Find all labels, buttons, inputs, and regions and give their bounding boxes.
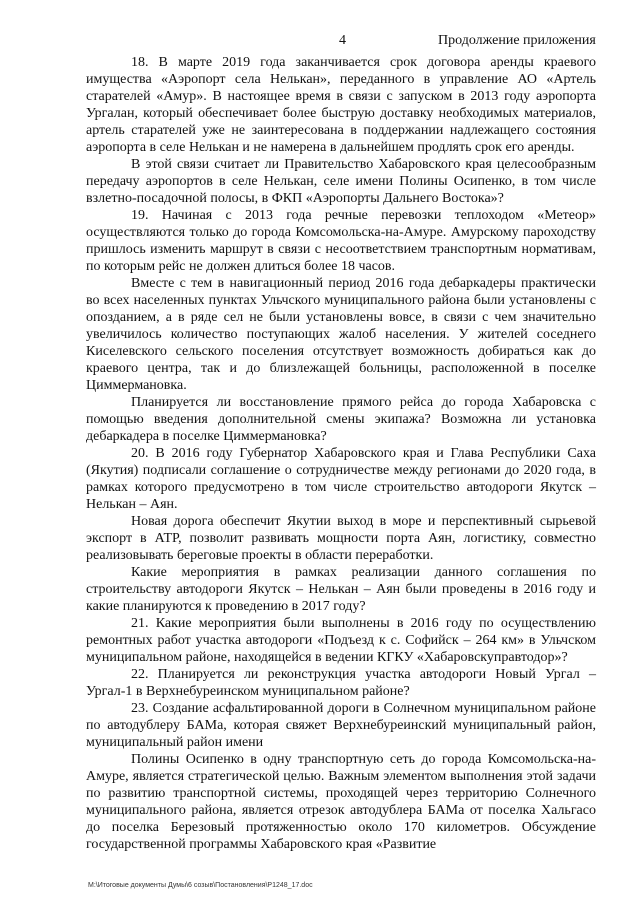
paragraph-question-19-ask: Планируется ли восстановление прямого рейса до города Хабаровска с помощью введения дополнительной смены экипажа? Возможна ли установка дебаркадера в поселке Циммермановка? [86,395,596,444]
paragraph-question-20: 20. В 2016 году Губернатор Хабаровского края и Глава Республики Саха (Якутия) подписали соглашение о сотрудничестве между регионами до 2020 года, в рамках которого предусмотрено в том числе строительство автодороги Якутск – Нелькан – Аян. [86,446,596,512]
paragraph-question-20-ask: Какие мероприятия в рамках реализации данного соглашения по строительству автодороги Якутск – Нелькан – Аян были проведены в 2016 году и какие планируются к проведению в 2017 году? [86,565,596,614]
paragraph-question-23-continued: Полины Осипенко в одну транспортную сеть до города Комсомольска-на-Амуре, является стратегической целью. Важным элементом выполнения этой задачи по развитию транспортной системы, проходящей через территорию Солнечного муниципального района, является отрезок автодублера БАМа от поселка Хальгасо до поселка Березовый протяженностью около 170 километров. Обсуждение государственной программы Хабаровского края «Развитие [86,752,596,852]
paragraph-question-19-context: Вместе с тем в навигационный период 2016 года дебаркадеры практически во всех населенных пунктах Ульчского муниципального района были установлены с опозданием, а в ряде сел не были установлены вовсе, в связи с чем значительно увеличилось количество поступающих жалоб населения. У жителей соседнего Киселевского сельского поселения отсутствует возможность добираться как до краевого центра, так и до близлежащей больницы, расположенной в поселке Циммермановка. [86,276,596,393]
footer-file-path: M:\Итоговые документы Думы\6 созыв\Постановления\P1248_17.doc [88,882,313,889]
paragraph-question-21: 21. Какие мероприятия были выполнены в 2016 году по осуществлению ремонтных работ участка автодороги «Подъезд к с. Софийск – 264 км» в Ульчском муниципальном районе, находящейся в ведении КГКУ «Хабаровскуправтодор»? [86,616,596,665]
paragraph-question-23: 23. Создание асфальтированной дороги в Солнечном муниципальном районе по автодублеру БАМа, которая свяжет Верхнебуреинский муниципальный район, муниципальный район имени [86,701,596,750]
paragraph-question-18-ask: В этой связи считает ли Правительство Хабаровского края целесообразным передачу аэропортов в селе Нелькан, селе имени Полины Осипенко, в том числе взлетно-посадочной полосы, в ФКП «Аэропорты Дальнего Востока»? [86,157,596,206]
paragraph-question-22: 22. Планируется ли реконструкция участка автодороги Новый Ургал – Ургал-1 в Верхнебуреинском муниципальном районе? [86,667,596,699]
page-number: 4 [339,33,346,48]
paragraph-question-18: 18. В марте 2019 года заканчивается срок договора аренды краевого имущества «Аэропорт села Нелькан», переданного в управление АО «Артель старателей «Амур». В настоящее время в связи с запуском в 2013 году аэропорта Ургалан, который обеспечивает более быструю доставку необходимых материалов, артель старателей уже не заинтересована в поддержании надлежащего состояния аэропорта в селе Нелькан и не намерена в дальнейшем продлять срок его аренды. [86,55,596,155]
paragraph-question-20-context: Новая дорога обеспечит Якутии выход в море и перспективный сырьевой экспорт в АТР, позволит развивать мощности порта Аян, логистику, совместно реализовывать береговые проекты в области переработки. [86,514,596,563]
paragraph-question-19: 19. Начиная с 2013 года речные перевозки теплоходом «Метеор» осуществляются только до города Комсомольска-на-Амуре. Амурскому пароходству пришлось изменить маршрут в связи с несоответствием транспортным нормативам, по которым рейс не должен длиться более 18 часов. [86,208,596,274]
page-header-title: Продолжение приложения [438,33,596,48]
document-body [86,54,596,853]
